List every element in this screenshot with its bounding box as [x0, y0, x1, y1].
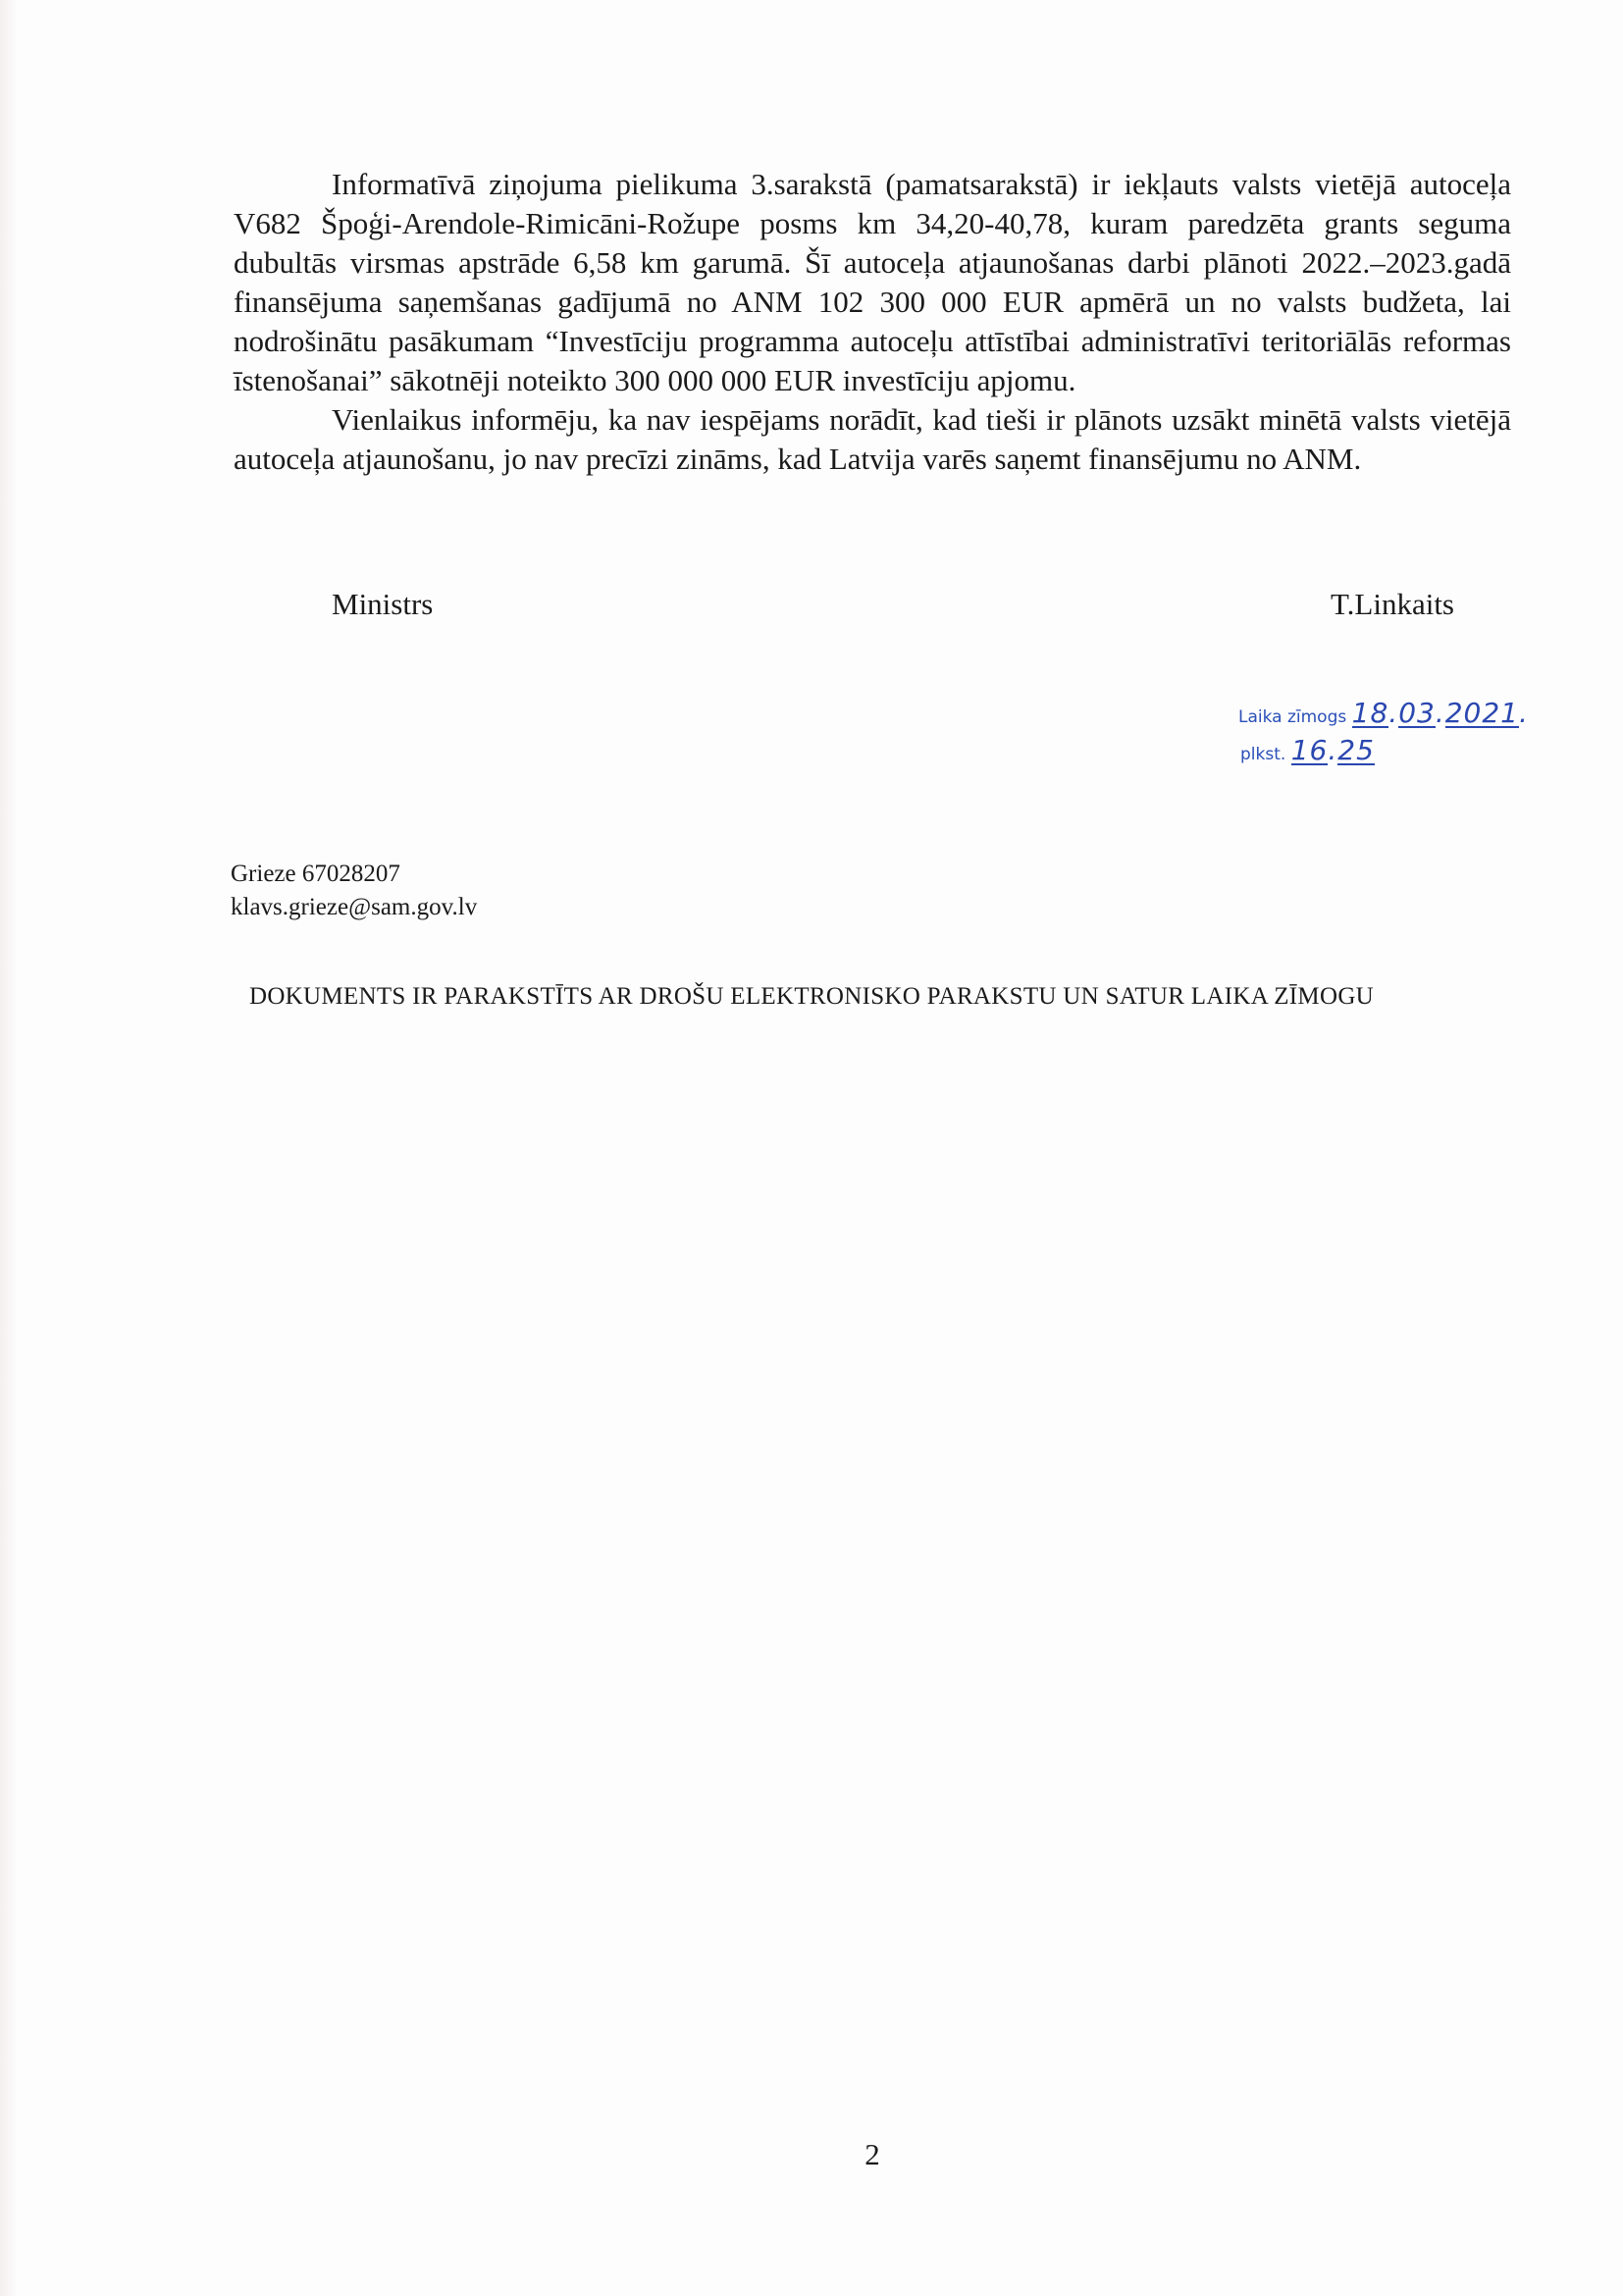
- scan-edge-shadow: [0, 0, 18, 2296]
- contact-email: klavs.grieze@sam.gov.lv: [231, 894, 478, 920]
- contact-name-phone: Grieze 67028207: [231, 861, 400, 887]
- stamp-date-line: Laika zīmogs 18.03.2021.: [1238, 697, 1529, 729]
- paragraph-1: Informatīvā ziņojuma pielikuma 3.sarakstā (pamatsarakstā) ir iekļauts valsts vietējā autoceļa V682 Špoģi-Arendole-Rimicāni-Rožupe posms km 34,20-40,78, kuram paredzēta grants seguma dubultās virsmas apstrāde 6,58 km garumā. Šī autoceļa atjaunošanas darbi plānoti 2022.–2023.gadā finansējuma saņemšanas gadījumā no ANM 102 300 000 EUR apmērā un no valsts budžeta, lai nodrošinātu pasākumam “Investīciju programma autoceļu attīstībai administratīvi teritoriālās reformas īstenošanai” sākotnēji noteikto 300 000 000 EUR investīciju apjomu.: [234, 167, 1511, 397]
- stamp-time-minute: 25: [1337, 734, 1375, 766]
- signature-notice: DOKUMENTS IR PARAKSTĪTS AR DROŠU ELEKTRONISKO PARAKSTU UN SATUR LAIKA ZĪMOGU: [248, 983, 1375, 1010]
- contact-info: [231, 858, 477, 924]
- stamp-date-month: 03: [1398, 697, 1436, 729]
- signature-block: [332, 585, 1454, 624]
- stamp-date-year: 2021: [1444, 697, 1519, 729]
- time-stamp: [1238, 683, 1552, 771]
- stamp-date-day: 18: [1351, 697, 1389, 729]
- stamp-time-line: plkst. 16.25: [1240, 734, 1375, 766]
- signer-name: T.Linkaits: [1331, 587, 1454, 621]
- signer-position: Ministrs: [332, 587, 434, 621]
- paragraph-2: Vienlaikus informēju, ka nav iespējams norādīt, kad tieši ir plānots uzsākt minētā valsts vietējā autoceļa atjaunošanu, jo nav precīzi zināms, kad Latvija varēs saņemt finansējumu no ANM.: [234, 402, 1511, 476]
- body-text: [234, 165, 1511, 479]
- stamp-date-label: Laika zīmogs: [1238, 707, 1347, 727]
- page-number: 2: [864, 2137, 880, 2171]
- stamp-time-label: plkst.: [1240, 745, 1286, 764]
- stamp-time-hour: 16: [1290, 734, 1329, 766]
